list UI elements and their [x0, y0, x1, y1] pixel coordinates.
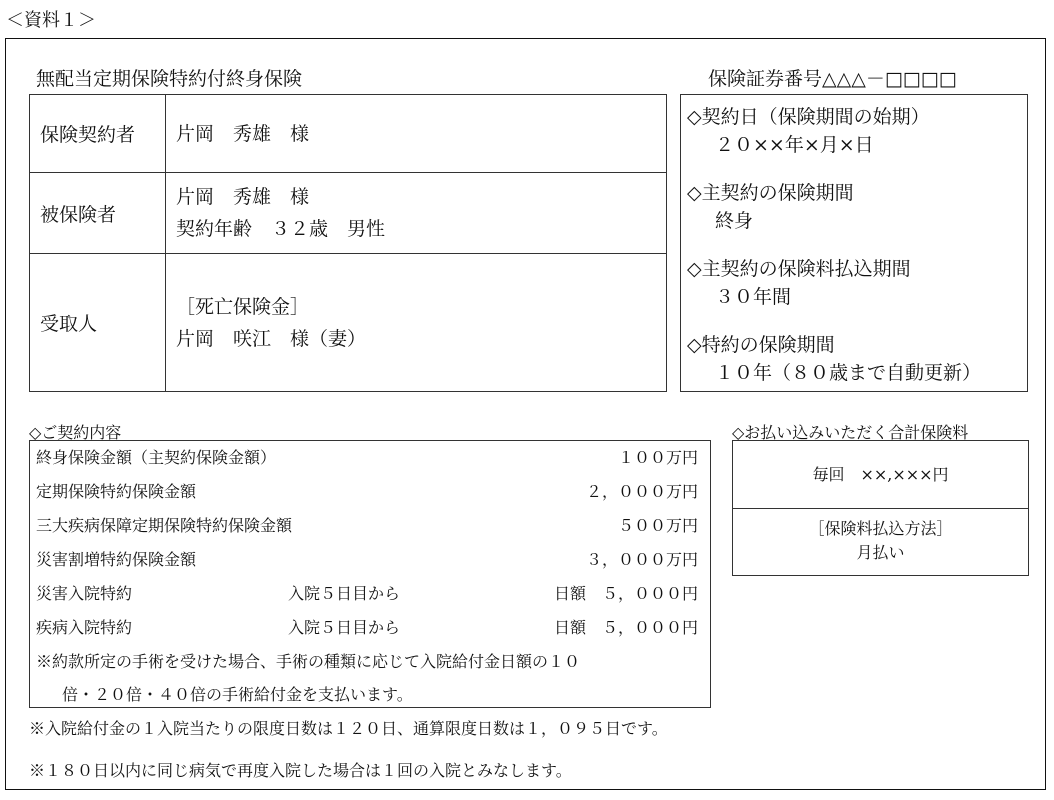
summary-label: ◇契約日（保険期間の始期）: [687, 106, 930, 128]
surgery-benefit-note: [30, 645, 710, 711]
summary-value: １０年（８０歳まで自動更新）: [715, 362, 982, 384]
summary-label: ◇特約の保険期間: [687, 334, 835, 356]
contract-row: [30, 543, 710, 577]
coverage-condition: 入院５日目から: [288, 584, 401, 603]
coverage-name: 疾病入院特約: [36, 618, 133, 637]
contract-row: [30, 577, 710, 611]
insured-label: 被保険者: [30, 173, 166, 254]
payment-method-label: ［保険料払込方法］: [808, 519, 953, 538]
summary-value: ３０年間: [715, 286, 792, 308]
contract-row: [30, 611, 710, 645]
table-row: [30, 173, 667, 254]
coverage-name: 終身保険金額（主契約保険金額）: [36, 448, 277, 467]
summary-label: ◇主契約の保険期間: [687, 182, 854, 204]
summary-item: [687, 103, 1021, 159]
table-row: [30, 95, 667, 173]
contract-row: [30, 509, 710, 543]
note-line: ※約款所定の手術を受けた場合、手術の種類に応じて入院給付金日額の１０: [36, 652, 581, 671]
coverage-amount: ２，０００万円: [585, 482, 698, 501]
summary-item: [687, 255, 1021, 311]
coverage-amount: ５００万円: [617, 516, 698, 535]
table-row: [30, 254, 667, 392]
readmission-note: ※１８０日以内に同じ病気で再度入院した場合は１回の入院とみなします。: [29, 761, 572, 780]
holder-label: 保険契約者: [30, 95, 166, 173]
premium-heading: ◇お払い込みいただく合計保険料: [732, 423, 969, 442]
insured-name: 片岡 秀雄 様: [176, 186, 310, 208]
parties-table: [29, 94, 667, 392]
payment-method-value: 月払い: [856, 543, 905, 562]
summary-item: [687, 331, 1021, 387]
insured-age-sex: 契約年齢 ３２歳 男性: [176, 218, 386, 240]
coverage-name: 三大疾病保障定期保険特約保険金額: [36, 516, 293, 535]
beneficiary-type: ［死亡保険金］: [176, 295, 310, 318]
note-line: 倍・２０倍・４０倍の手術給付金を支払います。: [62, 685, 413, 704]
product-title: 無配当定期保険特約付終身保険: [36, 68, 303, 90]
coverage-name: 災害入院特約: [36, 584, 133, 603]
holder-name: 片岡 秀雄 様: [176, 122, 310, 145]
payment-method: [733, 509, 1028, 565]
coverage-amount: 日額 ５，０００円: [553, 618, 698, 637]
coverage-condition: 入院５日目から: [288, 618, 401, 637]
beneficiary-label: 受取人: [30, 254, 166, 392]
document-caption: ＜資料１＞: [6, 10, 96, 31]
coverage-amount: １００万円: [617, 448, 698, 467]
coverage-name: 定期保険特約保険金額: [36, 482, 197, 501]
contract-row: [30, 441, 710, 475]
beneficiary-name: 片岡 咲江 様（妻）: [176, 327, 367, 350]
policy-summary-box: [680, 94, 1028, 392]
contract-details-box: [29, 440, 711, 708]
premium-box: [732, 440, 1029, 576]
coverage-amount: ３，０００万円: [585, 550, 698, 569]
premium-amount: 毎回 ××,×××円: [733, 441, 1028, 509]
summary-item: [687, 179, 1021, 235]
hospitalization-limit-note: ※入院給付金の１入院当たりの限度日数は１２０日、通算限度日数は１，０９５日です。: [29, 719, 668, 738]
policy-number: 保険証券番号△△△－□□□□: [708, 68, 957, 90]
contract-row: [30, 475, 710, 509]
contract-heading: ◇ご契約内容: [29, 423, 122, 442]
summary-value: ２０××年×月×日: [715, 134, 874, 156]
summary-value: 終身: [715, 210, 754, 232]
coverage-amount: 日額 ５，０００円: [553, 584, 698, 603]
coverage-name: 災害割増特約保険金額: [36, 550, 197, 569]
summary-label: ◇主契約の保険料払込期間: [687, 258, 911, 280]
